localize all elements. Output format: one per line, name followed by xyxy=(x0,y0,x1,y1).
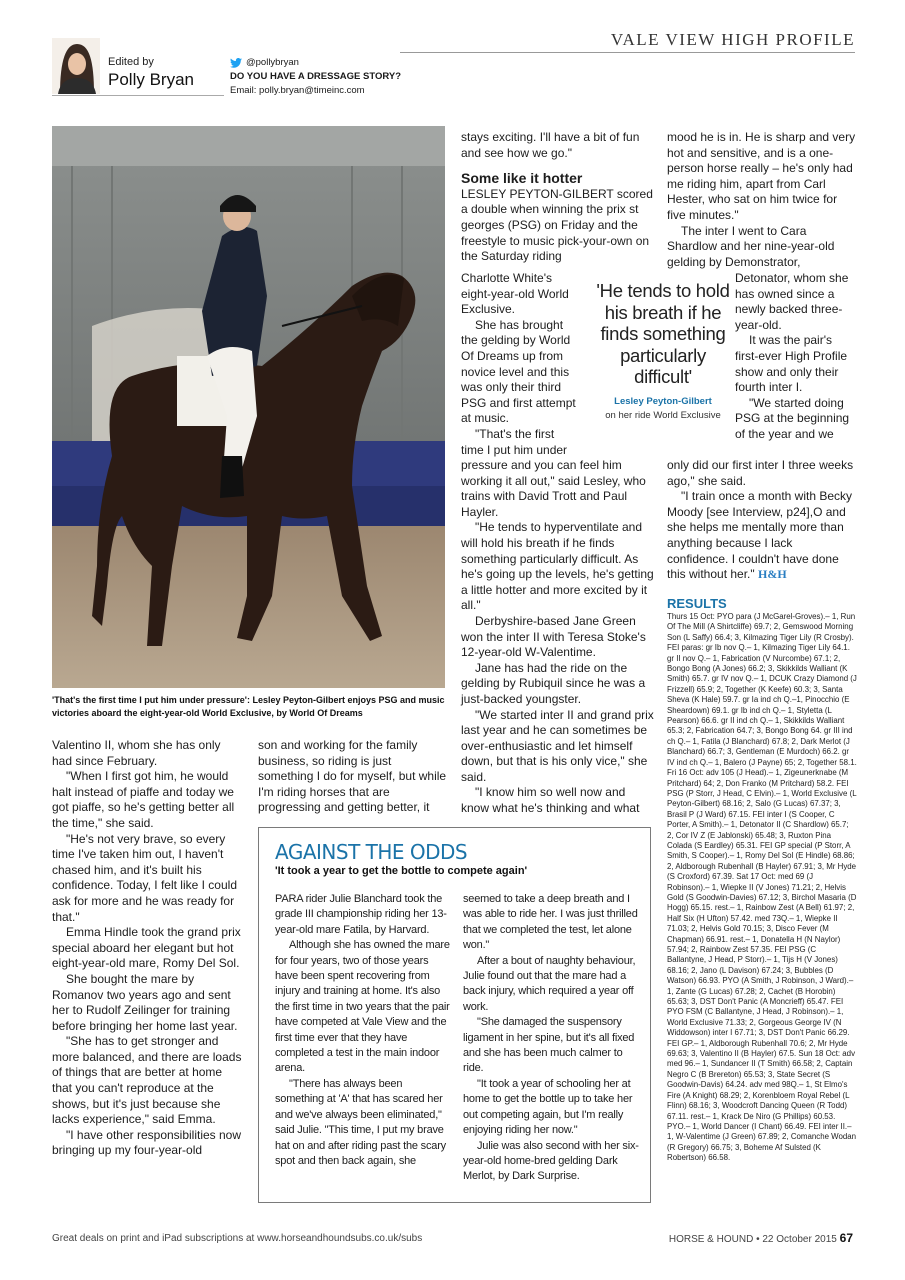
paragraph: seemed to take a deep breath and I was able to ride her. I was just thrilled that we completed the test, let alone won." xyxy=(463,893,638,952)
article-column-2 xyxy=(258,738,448,816)
hh-signoff: H&H xyxy=(757,567,787,582)
paragraph: PARA rider Julie Blanchard took the grade III championship riding her 13-year-old mare Fatila, by Harvard. xyxy=(275,893,447,936)
paragraph: mood he is in. He is sharp and very hot and sensitive, and is a one-person horse really – he's only had me riding him, apart from Carl Hester, who sat on him twice for five minutes." xyxy=(667,130,856,222)
paragraph: "She damaged the suspensory ligament in her spine, but it's all fixed and she has been much calmer to ride. xyxy=(463,1016,635,1075)
twitter-bird-icon xyxy=(230,58,242,68)
against-the-odds-box xyxy=(258,827,651,1203)
pull-quote-attribution: Lesley Peyton-Gilbert xyxy=(614,395,712,407)
article-column-1 xyxy=(52,738,242,1159)
box-subtitle: 'It took a year to get the bottle to compete again' xyxy=(275,865,528,877)
paragraph: son and working for the family business, so riding is just something I do for myself, but while I'm riding horses that are progressing and getting better, it xyxy=(258,738,447,815)
contact-email[interactable]: Email: polly.bryan@timeinc.com xyxy=(230,85,365,96)
box-column-right xyxy=(463,892,641,1185)
paragraph: "It took a year of schooling her at home to get the bottle up to take her out competing again, but I'm really enjoying riding her now." xyxy=(463,1077,633,1137)
twitter-handle: @pollybryan xyxy=(246,57,299,68)
dressage-photo xyxy=(52,126,445,688)
paragraph: "When I first got him, he would halt instead of piaffe and today we got piaffe, so he's getting better all the time," she said. xyxy=(52,769,235,830)
paragraph: "She has to get stronger and more balanced, and there are loads of things that are better at home that you can't reproduce at the shows, but it's just because she lacks experience," said Emma. xyxy=(52,1034,242,1127)
paragraph: After a bout of naughty behaviour, Julie found out that the mare had a back injury, which required a year off work. xyxy=(463,954,636,1013)
edited-by-label: Edited by xyxy=(108,56,154,68)
paragraph: Charlotte White's eight-year-old World Exclusive. xyxy=(461,271,569,317)
page-number: 67 xyxy=(839,1231,853,1245)
paragraph: It was the pair's first-ever High Profile show and only their fourth inter I. xyxy=(735,333,848,395)
closing-paragraph: "I train once a month with Becky Moody [see Interview, p24],O and she helps me mentally more than anything because I lack confidence. I couldn't have done this without her." xyxy=(667,489,853,582)
paragraph xyxy=(667,489,857,583)
paragraph: Detonator, whom she has owned since a newly backed three-year-old. xyxy=(735,271,849,332)
editor-name: Polly Bryan xyxy=(108,70,194,89)
article-column-4-bottom xyxy=(667,458,857,583)
paragraph: "He's not very brave, so every time I've taken him out, I haven't chased him, and it's built his confidence. Today, I felt like I could ask for more and he was ready for that." xyxy=(52,831,237,924)
editor-block xyxy=(52,38,224,96)
contact-block xyxy=(230,56,401,98)
header-rule xyxy=(400,52,855,53)
paragraph: The inter I went to Cara Shardlow and her nine-year-old gelding by Demonstrator, xyxy=(667,223,835,269)
results-text: Thurs 15 Oct: PYO para (J McGarel-Groves).– 1, Run Of The Mill (A Shirtcliffe) 69.7; 2, Gemswood Morning Son (L Saffy) 66.4; 3, Kilmazing Tiger Lily (R Crosby). FEI paras: gr Ib nov Q.– 1, Kilmazing Tiger Lily 64.1. gr II nov Q.– 1, Fabrication (V Nurcombe) 67.1; 2, Bongo Bong (A Jones) 66.2; 3, Skikkilds Walliant (K Smith) 65.7. gr IV nov Q.– 1, DCUK Crazy Diamond (J Frizzell) 65.9; 2, Together (K Keefe) 60.3; 3, Santa Sheva (K Hale) 59.7. gr Ia ind ch Q.–1, Pinocchio (E Sheardown) 69.1. gr Ib ind ch Q.– 1, Styletta (L Pearson) 66.6. gr II ind ch Q.– 1, Skikkilds Walliant 65.3; 2, Fabrication 64.7; 3, Bongo Bong 64. gr III ind ch Q.– 1, Fatila (J Blanchard) 67.8; 2, Dark Merlot (J Blanchard) 66.7; 3, Gentleman (E Murdoch) 66.2. gr IV ind ch Q.– 1, Balero (J Payne) 65; 2, Together 58.1. Fri 16 Oct: adv 105 (J Head).– 1, Zigeunerknabe (M Pritchard) 64; 2, Don Franko (M Pritchard) 58.2. FEI PSG (P Storr, J Head, C Elvin).– 1, World Exclusive (L Peyton-Gilbert) 68.16; 2, Salo (G Lucas) 67.37; 3, Brasil P (J Ward) 67.15. FEI inter I (S Cooper, C Porter, A Smith).– 1, Detonator II (C Shardlow) 65.7; 2, Cor IV Z (E Jablonski) 65.48; 3, Ruxton Pina Colada (S Eardley) 65.31. FEI GP special (P Storr, A Smith, S Cooper).– 1, Romy Del Sol (E Hindle) 68.86; 2, Aldborough Rubenhall (B Hayler) 67.91; 3, Mr Hyde (S Croxford) 67.39. Sat 17 Oct: med 69 (J Robinson).– 1, Wiepke II (V Jones) 71.21; 2, Helvis Gold (S Goodwin-Davies) 67.12; 3, Birchol Masaria (D Hogg) 65.15. rest.– 1, Rainbow Zest (A Bell) 61.97; 2, Half Six (H Ufton) 57.42. med 73Q.– 1, Wiepke II 71.03; 2, Helvis Gold 70.15; 3, Disco Fever (M Chapman) 66.91. rest.– 1, Donatella H (N Naylor) 57.94; 2, Rainbow Zest 57.35. FEI PSG (C Ballantyne, J Head, P Storr).– 1, Tijs H (V Jones) 68.16; 2, Jano (L Davison) 67.24; 3, Bubbles (D Watson) 66.93. PYO (A Smith, J Robinson, J Ward).– 1, Zante (G Lucas) 67.28; 2, Cachet (B Horobin) 65.63; 3, DST Don't Panic (A Moncrieff) 65.47. FEI PYO FSM (C Ballantyne, J Head, J Robinson).– 1, World Exclusive 71.33; 2, Gorgeous George IV (N Widdowson) inter I 67.71; 3, DST Don't Panic 66.29. FEI GP.– 1, Aldborough Rubenhall 70.6; 2, Mr Hyde 69.63; 3, Valentino II (B Hayler) 67.5. Sun 18 Oct: adv med 96.– 1, Sundancer II (T Smith) 66.58; 2, Captain Negro C (B Brereton) 65.53; 3, State Secret (S Goodwin-Davis) 64.24. adv med 98Q.– 1, St Elmo's Fire (A Knight) 68.29; 2, Korenbloem Royal Rebel (L Flinn) 68.16; 3, Woodcroft Dancing Queen (R Todd) 67.11. rest.– 1, Krack De Niro (G Phillips) 60.53. PYO.– 1, World Dancer (I Chant) 66.49. FEI inter II.– 1, W-Valentime (J Green) 67.89; 2, Comanche Wodan (R Gregory) 66.75; 3, Boheme Af Sulsted (K Robertson) 66.58. xyxy=(667,612,857,1163)
photo-caption: 'That's the first time I put him under pressure': Lesley Peyton-Gilbert enjoys PSG and music victories aboard the eight-year-old World Exclusive, by World Of Dreams xyxy=(52,695,445,718)
pull-quote xyxy=(592,280,734,421)
paragraph: "He tends to hyperventilate and will hold his breath if he finds something particularly difficult. As he's going up the levels, he's getting a little hotter and more excited by it all." xyxy=(461,520,654,613)
paragraph: "I have other responsibilities now bringing up my four-year-old xyxy=(52,1127,242,1158)
article-column-3-narrow xyxy=(461,271,576,458)
issue-info: HORSE & HOUND • 22 October 2015 xyxy=(668,1234,837,1245)
paragraph: She bought the mare by Romanov two years ago and sent her to Rudolf Zeilinger for training before bringing her home last year. xyxy=(52,971,238,1033)
article-column-4-top xyxy=(667,130,857,270)
paragraph: She has brought the gelding by World Of Dreams up from novice level and this was only their third PSG and first attempt at music. xyxy=(461,317,576,426)
paragraph: "We started inter II and grand prix last year and he can sometimes be over-enthusiastic and let himself down, but that is his only vice," she said. xyxy=(461,707,654,784)
paragraph: "That's the first time I put him under xyxy=(461,426,568,457)
results-section xyxy=(667,596,857,1164)
box-column-left xyxy=(275,892,453,1169)
paragraph: Julie was also second with her six-year-old home-bred gelding Dark Merlot, by Dark Surprise. xyxy=(463,1139,639,1183)
subscriptions-link[interactable]: Great deals on print and iPad subscriptions at www.horseandhoundsubs.co.uk/subs xyxy=(52,1233,423,1244)
subheading: Some like it hotter xyxy=(461,170,583,187)
paragraph: Derbyshire-based Jane Green won the inter II with Teresa Stoke's 12-year-old W-Valentime. xyxy=(461,613,646,660)
editor-avatar xyxy=(52,38,100,94)
paragraph: Jane has had the ride on the gelding by Rubiquil since he was a just-backed youngster. xyxy=(461,660,646,706)
paragraph: Emma Hindle took the grand prix special aboard her elegant but hot eight-year-old mare, Romy Del Sol. xyxy=(52,925,241,971)
box-title: AGAINST THE ODDS xyxy=(275,840,468,864)
article-column-4-narrow xyxy=(735,271,857,443)
results-heading: RESULTS xyxy=(667,596,727,611)
page-footer xyxy=(669,1231,853,1245)
paragraph: "I know him so well now and know what he's thinking and what xyxy=(461,785,640,816)
paragraph: Although she has owned the mare for four years, two of those years have been spent recovering from injury and training at home. It's also the first time in two years that the pair have competed at Vale View and the first time ever that they have completed a test in the main indoor arena. xyxy=(275,939,450,1075)
pull-quote-role: on her ride World Exclusive xyxy=(605,409,721,421)
paragraph: "We started doing PSG at the beginning of the year and we xyxy=(735,395,850,441)
paragraph: pressure and you can feel him working it all out," said Lesley, who trains with David Trott and Paul Hayler. xyxy=(461,458,646,519)
paragraph: LESLEY PEYTON-GILBERT scored a double when winning the prix st georges (PSG) on Friday and the freestyle to music pick-your-own on the Saturday riding xyxy=(461,186,653,264)
paragraph: Valentino II, whom she has only had since February. xyxy=(52,738,221,768)
paragraph: only did our first inter I three weeks ago," she said. xyxy=(667,458,854,488)
article-column-3-top xyxy=(461,130,654,265)
story-prompt: DO YOU HAVE A DRESSAGE STORY? xyxy=(230,71,402,82)
section-title: VALE VIEW HIGH PROFILE xyxy=(610,30,855,49)
article-column-3-bottom xyxy=(461,458,654,817)
twitter-line[interactable] xyxy=(230,56,401,70)
pull-quote-text: 'He tends to hold his breath if he finds something particularly difficult' xyxy=(596,280,730,387)
paragraph: stays exciting. I'll have a bit of fun and see how we go." xyxy=(461,130,640,160)
paragraph: "There has always been something at 'A' that has scared her and we've always been eliminated," said Julie. "This time, I put my brave hat on and after riding past the scary spot and then back again, she xyxy=(275,1077,446,1167)
